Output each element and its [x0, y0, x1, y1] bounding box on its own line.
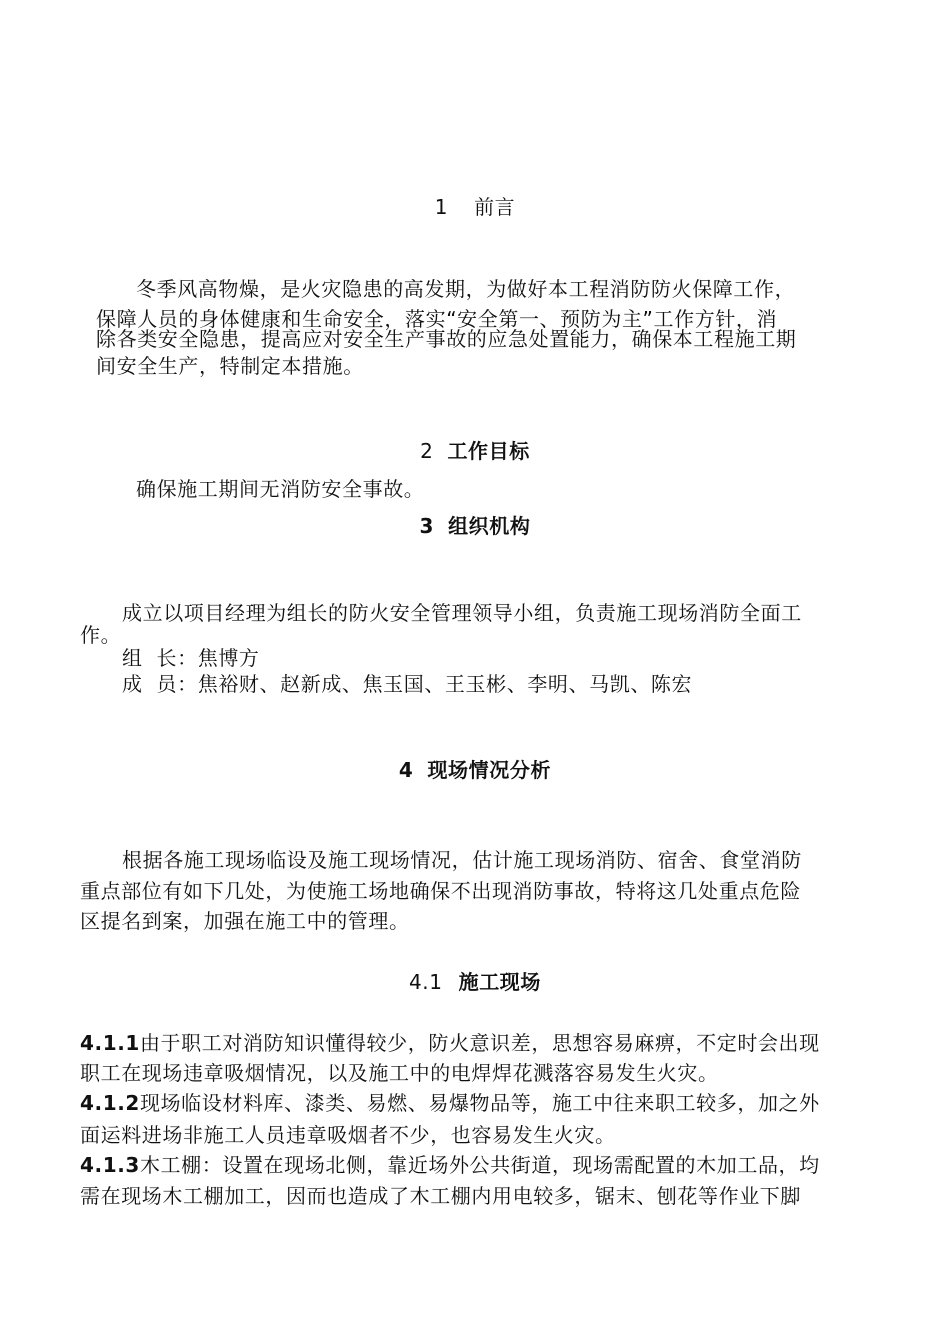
item-4-1-1-text: 由于职工对消防知识懂得较少，防火意识差，思想容易麻痹，不定时会出现 [139, 1031, 820, 1055]
para-3-line-2: 作。 [80, 623, 122, 647]
para-3-line-1: 成立以项目经理为组长的防火安全管理领导小组，负责施工现场消防全面工 [122, 601, 802, 625]
para-4-line-2: 重点部位有如下几处，为使施工场地确保不出现消防事故，特将这几处重点危险 [80, 879, 801, 903]
heading-3-text: 组织机构 [448, 514, 531, 538]
item-4-1-2-line-2: 面运料进场非施工人员违章吸烟者不少，也容易发生火灾。 [80, 1123, 616, 1147]
item-4-1-3-line-1 [80, 1150, 820, 1180]
item-4-1-1-number: 4.1.1 [80, 1031, 140, 1055]
para-1-line-3: 除各类安全隐患，提高应对安全生产事故的应急处置能力，确保本工程施工期 [96, 327, 797, 351]
item-4-1-3-line-2: 需在现场木工棚加工，因而也造成了木工棚内用电较多，锯末、刨花等作业下脚 [80, 1184, 801, 1208]
item-4-1-2-line-1 [80, 1088, 820, 1118]
para-2-line-1: 确保施工期间无消防安全事故。 [136, 477, 425, 501]
heading-2 [0, 436, 950, 466]
heading-4-number: 4 [398, 758, 414, 782]
item-4-1-1-line-1 [80, 1028, 820, 1058]
para-1-line-1: 冬季风高物燥，是火灾隐患的高发期，为做好本工程消防防火保障工作， [136, 277, 796, 301]
para-4-line-3: 区提名到案，加强在施工中的管理。 [80, 909, 410, 933]
para-1-line-2: 保障人员的身体健康和生命安全，落实“安全第一、预防为主”工作方针，消 [96, 307, 778, 331]
heading-4-1-number: 4.1 [408, 970, 443, 994]
heading-4 [0, 755, 950, 785]
para-3-group-leader: 组 长：焦博方 [122, 646, 260, 670]
heading-1-number: 1 [434, 195, 449, 219]
heading-4-1 [0, 967, 950, 997]
item-4-1-3-text: 木工棚：设置在现场北侧，靠近场外公共街道，现场需配置的木加工品，均 [139, 1153, 820, 1177]
heading-2-number: 2 [420, 439, 434, 463]
item-4-1-1-line-2: 职工在现场违章吸烟情况，以及施工中的电焊焊花溅落容易发生火灾。 [80, 1061, 719, 1085]
heading-1-text: 前言 [474, 195, 516, 219]
heading-1 [0, 192, 950, 222]
heading-3 [0, 511, 950, 541]
item-4-1-3-number: 4.1.3 [80, 1153, 140, 1177]
item-4-1-2-text: 现场临设材料库、漆类、易燃、易爆物品等，施工中往来职工较多，加之外 [139, 1091, 820, 1115]
para-1-line-4: 间安全生产，特制定本措施。 [96, 354, 364, 378]
para-4-line-1: 根据各施工现场临设及施工现场情况，估计施工现场消防、宿舍、食堂消防 [122, 848, 802, 872]
heading-3-number: 3 [419, 514, 435, 538]
heading-4-1-text: 施工现场 [458, 970, 541, 994]
item-4-1-2-number: 4.1.2 [80, 1091, 140, 1115]
heading-4-text: 现场情况分析 [427, 758, 552, 782]
para-3-group-members: 成 员：焦裕财、赵新成、焦玉国、王玉彬、李明、马凯、陈宏 [122, 672, 693, 696]
heading-2-text: 工作目标 [447, 439, 530, 463]
